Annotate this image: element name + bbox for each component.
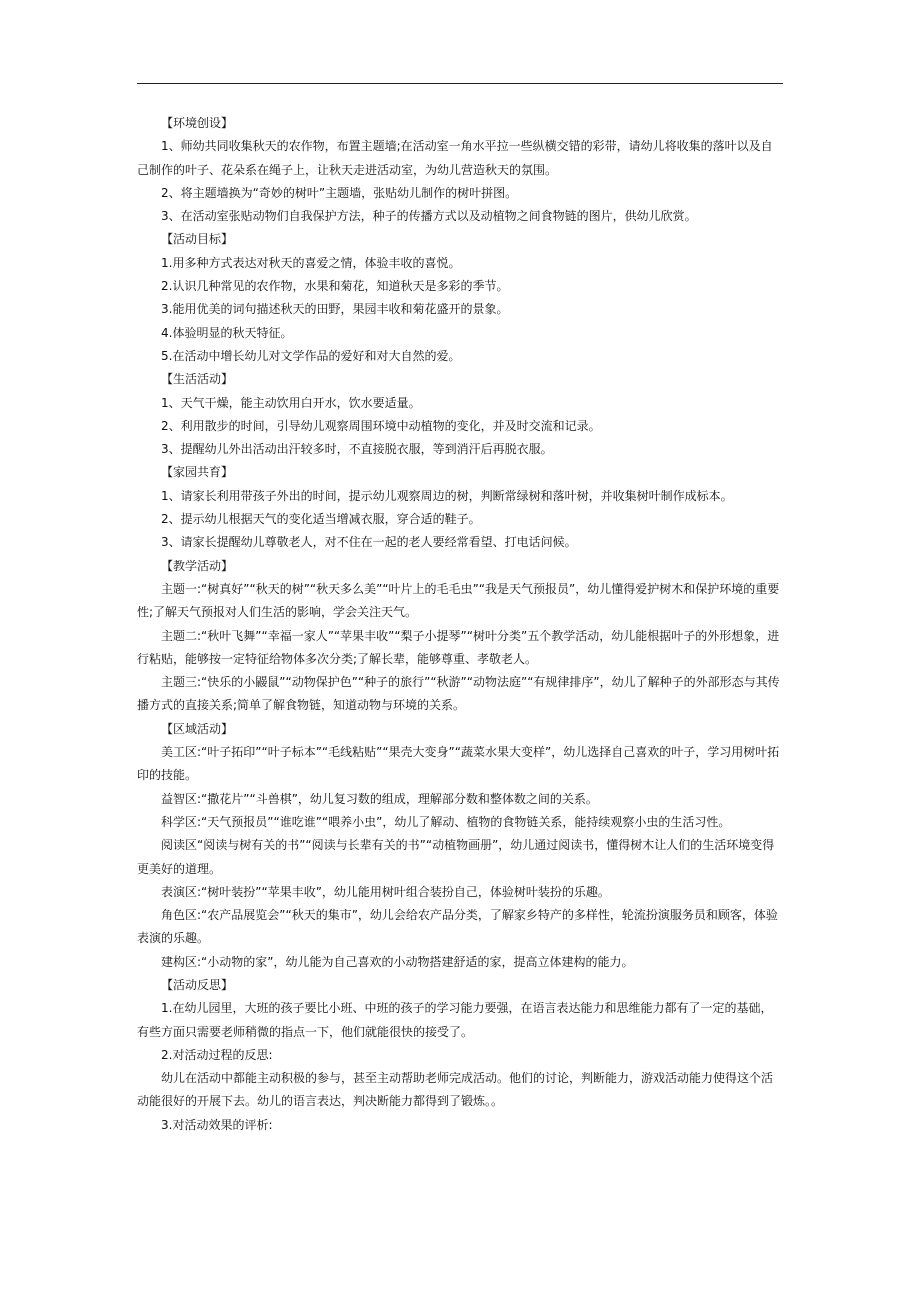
- paragraph: 阅读区“阅读与树有关的书”“阅读与长辈有关的书”“动植物画册”，幼儿通过阅读书，懂得树木让人们的生活环境变得更美好的道理。: [137, 838, 775, 876]
- section-heading-areas: 【区域活动】: [161, 721, 234, 736]
- paragraph: 主题一:“树真好”“秋天的树”“秋天多么美”“叶片上的毛毛虫”“我是天气预报员”，幼儿懂得爱护树木和保护环境的重要性;了解天气预报对人们生活的影响，学会关注天气。: [137, 581, 780, 620]
- paragraph: 2.对活动过程的反思:: [161, 1047, 273, 1062]
- paragraph: 3、请家长提醒幼儿尊敬老人，对不住在一起的老人要经常看望、打电话问候。: [161, 535, 577, 550]
- paragraph: 1、天气干燥，能主动饮用白开水，饮水要适量。: [161, 395, 421, 410]
- paragraph: 科学区:“天气预报员”“谁吃谁”“喂养小虫”，幼儿了解动、植物的食物链关系，能持续观察小虫的生活习性。: [161, 814, 731, 829]
- section-heading-daily-life: 【生活活动】: [161, 372, 234, 387]
- paragraph: 表演区:“树叶装扮”“苹果丰收”，幼儿能用树叶组合装扮自己，体验树叶装扮的乐趣。: [161, 884, 610, 899]
- paragraph: 4.体验明显的秋天特征。: [161, 325, 293, 340]
- paragraph: 1、师幼共同收集秋天的农作物，布置主题墙;在活动室一角水平拉一些纵横交错的彩带，请幼儿将收集的落叶以及自己制作的叶子、花朵系在绳子上，让秋天走进活动室，为幼儿营造秋天的氛围。: [137, 139, 773, 177]
- paragraph: 2、将主题墙换为“奇妙的树叶”主题墙，张贴幼儿制作的树叶拼图。: [161, 185, 518, 200]
- header-rule: [137, 83, 783, 84]
- paragraph: 2、利用散步的时间，引导幼儿观察周围环境中动植物的变化，并及时交流和记录。: [161, 418, 601, 433]
- paragraph: 1.用多种方式表达对秋天的喜爱之情，体验丰收的喜悦。: [161, 255, 461, 270]
- paragraph: 1、请家长利用带孩子外出的时间，提示幼儿观察周边的树，判断常绿树和落叶树，并收集树叶制作成标本。: [161, 488, 733, 503]
- paragraph: 3.对活动效果的评析:: [161, 1117, 273, 1132]
- section-heading-teaching: 【教学活动】: [161, 558, 234, 573]
- paragraph: 美工区:“叶子拓印”“叶子标本”“毛线粘贴”“果壳大变身”“蔬菜水果大变样”，幼儿选择自己喜欢的叶子，学习用树叶拓印的技能。: [137, 745, 780, 783]
- paragraph: 角色区:“农产品展览会”“秋天的集市”，幼儿会给农产品分类，了解家乡特产的多样性，轮流扮演服务员和顾客，体验表演的乐趣。: [137, 908, 778, 946]
- paragraph: 3、在活动室张贴动物们自我保护方法，种子的传播方式以及动植物之间食物链的图片，供幼儿欣赏。: [161, 209, 697, 224]
- document-body: [137, 112, 783, 1137]
- paragraph: 1.在幼儿园里，大班的孩子要比小班、中班的孩子的学习能力要强，在语言表达能力和思维能力都有了一定的基础，有些方面只需要老师稍微的指点一下，他们就能很快的接受了。: [137, 1001, 773, 1039]
- section-heading-home-school: 【家园共育】: [161, 465, 234, 480]
- section-heading-goals: 【活动目标】: [161, 232, 234, 247]
- paragraph: 益智区:“撒花片”“斗兽棋”，幼儿复习数的组成，理解部分数和整体数之间的关系。: [161, 791, 598, 806]
- paragraph: 2、提示幼儿根据天气的变化适当增减衣服，穿合适的鞋子。: [161, 512, 481, 527]
- paragraph: 主题三:“快乐的小鼹鼠”“动物保护色”“种子的旅行”“秋游”“动物法庭”“有规律排序”，幼儿了解种子的外部形态与其传播方式的直接关系;简单了解食物链，知道动物与环境的关系。: [137, 675, 780, 713]
- paragraph: 主题二:“秋叶飞舞”“幸福一家人”“苹果丰收”“梨子小提琴”“树叶分类”五个教学活动，幼儿能根据叶子的外形想象，进行粘贴，能够按一定特征给物体多次分类;了解长辈，能够尊重、孝敬老人。: [137, 628, 780, 666]
- paragraph: 幼儿在活动中都能主动积极的参与，甚至主动帮助老师完成活动。他们的讨论，判断能力，游戏活动能力使得这个活动能很好的开展下去。幼儿的语言表达，判决断能力都得到了锻炼。。: [137, 1071, 774, 1109]
- paragraph: 建构区:“小动物的家”，幼儿能为自己喜欢的小动物搭建舒适的家，提高立体建构的能力。: [161, 954, 634, 969]
- paragraph: 3.能用优美的词句描述秋天的田野，果园丰收和菊花盛开的景象。: [161, 302, 509, 317]
- section-heading-reflection: 【活动反思】: [161, 977, 234, 992]
- paragraph: 5.在活动中增长幼儿对文学作品的爱好和对大自然的爱。: [161, 348, 461, 363]
- paragraph: 3、提醒幼儿外出活动出汗较多时，不直接脱衣服，等到消汗后再脱衣服。: [161, 442, 553, 457]
- section-heading-environment: 【环境创设】: [161, 116, 234, 130]
- paragraph: 2.认识几种常见的农作物，水果和菊花，知道秋天是多彩的季节。: [161, 279, 509, 294]
